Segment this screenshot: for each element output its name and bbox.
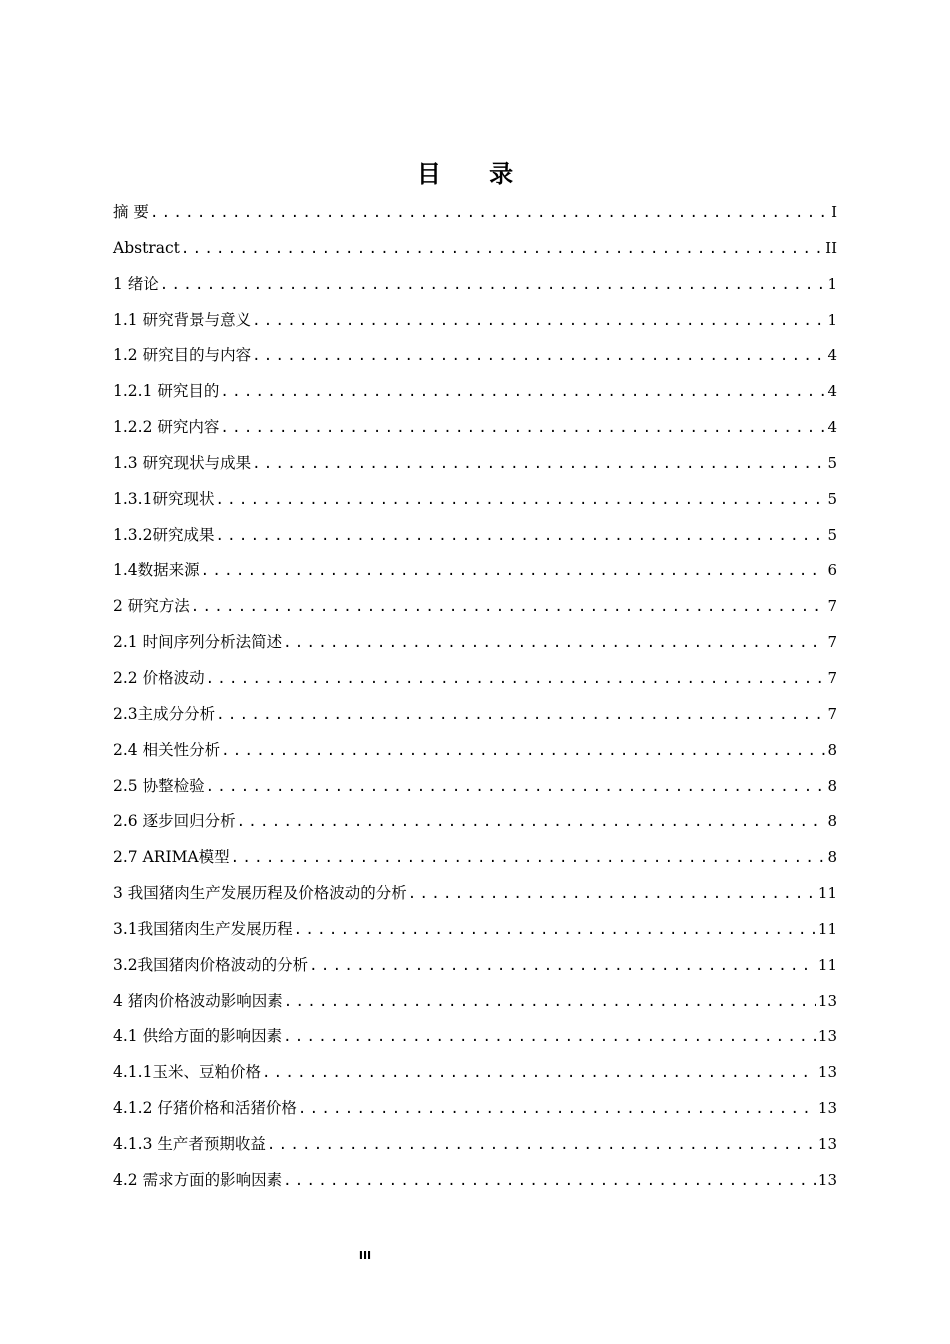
toc-entry-label: 2.5 协整检验	[113, 776, 205, 795]
toc-entry[interactable]	[113, 231, 837, 267]
toc-entry-label: 1.3.1研究现状	[113, 489, 215, 508]
toc-entry-page-number: I	[831, 203, 837, 221]
toc-entry[interactable]	[113, 195, 837, 231]
toc-entry-label: 1.1 研究背景与意义	[113, 310, 252, 329]
toc-entry-label: 2.2 价格波动	[113, 668, 205, 687]
toc-entry-label: 2.7 ARIMA模型	[113, 848, 230, 867]
toc-entry[interactable]	[113, 589, 837, 625]
toc-entry-page-number: 8	[827, 740, 837, 759]
toc-entry-page-number: 13	[817, 1134, 837, 1153]
toc-entry-page-number: 4	[827, 418, 837, 437]
toc-entry-label: 摘 要	[113, 203, 149, 221]
toc-dot-leader	[284, 985, 816, 1021]
toc-title: 目 录	[416, 160, 534, 188]
toc-entry[interactable]	[113, 553, 837, 589]
toc-entry-label: 2 研究方法	[113, 597, 190, 616]
toc-entry[interactable]	[113, 804, 837, 840]
toc-entry-page-number: 7	[827, 704, 837, 723]
toc-dot-leader	[215, 519, 825, 555]
toc-entry[interactable]	[113, 733, 837, 769]
toc-entry-label: 3.1我国猪肉生产发展历程	[113, 919, 293, 938]
toc-entry-label: 4.2 需求方面的影响因素	[113, 1170, 283, 1189]
toc-entry[interactable]	[113, 338, 837, 374]
toc-entry-page-number: 5	[827, 525, 837, 544]
toc-entry-page-number: 8	[827, 812, 837, 831]
toc-entry[interactable]	[113, 984, 837, 1020]
toc-dot-leader	[283, 1020, 816, 1056]
toc-entry-page-number: 7	[827, 597, 837, 616]
toc-entry-label: 1.2.2 研究内容	[113, 418, 220, 437]
toc-dot-leader	[237, 805, 826, 841]
toc-entry-label: 4.1.2 仔猪价格和活猪价格	[113, 1099, 297, 1118]
toc-entry[interactable]	[113, 1163, 837, 1199]
toc-entry[interactable]	[113, 912, 837, 948]
toc-entry[interactable]	[113, 625, 837, 661]
toc-entry-page-number: 7	[827, 668, 837, 687]
toc-dot-leader	[267, 1128, 816, 1164]
toc-entry-page-number: II	[825, 238, 837, 257]
toc-entry-label: 4.1.1玉米、豆粕价格	[113, 1063, 261, 1082]
toc-entry-label: 3 我国猪肉生产发展历程及价格波动的分析	[113, 884, 407, 903]
toc-dot-leader	[262, 1056, 816, 1092]
toc-dot-leader	[206, 770, 826, 806]
toc-entry-label: 1.3.2研究成果	[113, 525, 215, 544]
toc-dot-leader	[252, 304, 825, 340]
toc-entry-label: 1.3 研究现状与成果	[113, 453, 252, 472]
toc-entry-label: 1.4数据来源	[113, 561, 200, 580]
toc-entry[interactable]	[113, 661, 837, 697]
toc-entry[interactable]	[113, 876, 837, 912]
toc-entry-page-number: 5	[827, 453, 837, 472]
toc-entry-page-number: 13	[817, 1063, 837, 1082]
toc-entry-label: 3.2我国猪肉价格波动的分析	[113, 955, 309, 974]
toc-entry-label: 4.1 供给方面的影响因素	[113, 1027, 283, 1046]
toc-entry-label: Abstract	[113, 238, 180, 257]
toc-entry[interactable]	[113, 482, 837, 518]
toc-entry[interactable]	[113, 1055, 837, 1091]
toc-dot-leader	[201, 554, 826, 590]
toc-entry[interactable]	[113, 374, 837, 410]
toc-entry[interactable]	[113, 948, 837, 984]
toc-entry[interactable]	[113, 1127, 837, 1163]
toc-entry-label: 4.1.3 生产者预期收益	[113, 1134, 266, 1153]
toc-entry-label: 1 绪论	[113, 274, 159, 293]
toc-dot-leader	[408, 877, 816, 913]
table-of-contents	[113, 195, 837, 1199]
toc-entry[interactable]	[113, 840, 837, 876]
toc-dot-leader	[283, 626, 825, 662]
toc-entry[interactable]	[113, 303, 837, 339]
toc-entry-label: 2.4 相关性分析	[113, 740, 221, 759]
toc-dot-leader	[221, 734, 825, 770]
toc-entry-page-number: 7	[827, 633, 837, 652]
toc-entry[interactable]	[113, 1091, 837, 1127]
footer-page-number: III	[358, 1249, 372, 1262]
toc-dot-leader	[231, 841, 826, 877]
toc-entry[interactable]	[113, 1019, 837, 1055]
toc-entry-page-number: 5	[827, 489, 837, 508]
toc-dot-leader	[220, 375, 825, 411]
toc-dot-leader	[252, 339, 825, 375]
toc-entry-label: 1.2 研究目的与内容	[113, 346, 252, 365]
toc-dot-leader	[294, 913, 816, 949]
toc-entry-page-number: 13	[817, 1170, 837, 1189]
toc-dot-leader	[283, 1164, 816, 1200]
toc-dot-leader	[160, 268, 826, 304]
toc-entry[interactable]	[113, 769, 837, 805]
toc-dot-leader	[309, 949, 816, 985]
toc-entry-label: 2.3主成分分析	[113, 704, 216, 723]
toc-dot-leader	[216, 698, 825, 734]
toc-entry[interactable]	[113, 446, 837, 482]
toc-entry-page-number: 6	[827, 561, 837, 580]
toc-dot-leader	[252, 447, 825, 483]
toc-dot-leader	[150, 196, 829, 232]
toc-entry[interactable]	[113, 697, 837, 733]
toc-entry-label: 2.1 时间序列分析法简述	[113, 633, 283, 652]
toc-entry-page-number: 11	[817, 955, 837, 974]
toc-entry-page-number: 8	[827, 848, 837, 867]
toc-entry-page-number: 8	[827, 776, 837, 795]
toc-entry-label: 1.2.1 研究目的	[113, 382, 220, 401]
toc-entry[interactable]	[113, 518, 837, 554]
toc-entry-page-number: 1	[827, 274, 837, 293]
toc-dot-leader	[215, 483, 825, 519]
toc-entry-page-number: 13	[817, 991, 837, 1010]
toc-entry[interactable]	[113, 410, 837, 446]
toc-entry-label: 4 猪肉价格波动影响因素	[113, 991, 283, 1010]
toc-entry-page-number: 13	[817, 1099, 837, 1118]
toc-dot-leader	[191, 590, 826, 626]
toc-entry-label: 2.6 逐步回归分析	[113, 812, 236, 831]
toc-dot-leader	[220, 411, 825, 447]
toc-dot-leader	[181, 232, 823, 268]
toc-entry[interactable]	[113, 267, 837, 303]
toc-entry-page-number: 11	[817, 884, 837, 903]
toc-entry-page-number: 4	[827, 382, 837, 401]
toc-entry-page-number: 1	[827, 310, 837, 329]
toc-dot-leader	[298, 1092, 816, 1128]
toc-entry-page-number: 13	[817, 1027, 837, 1046]
toc-entry-page-number: 4	[827, 346, 837, 365]
toc-entry-page-number: 11	[817, 919, 837, 938]
toc-dot-leader	[206, 662, 826, 698]
